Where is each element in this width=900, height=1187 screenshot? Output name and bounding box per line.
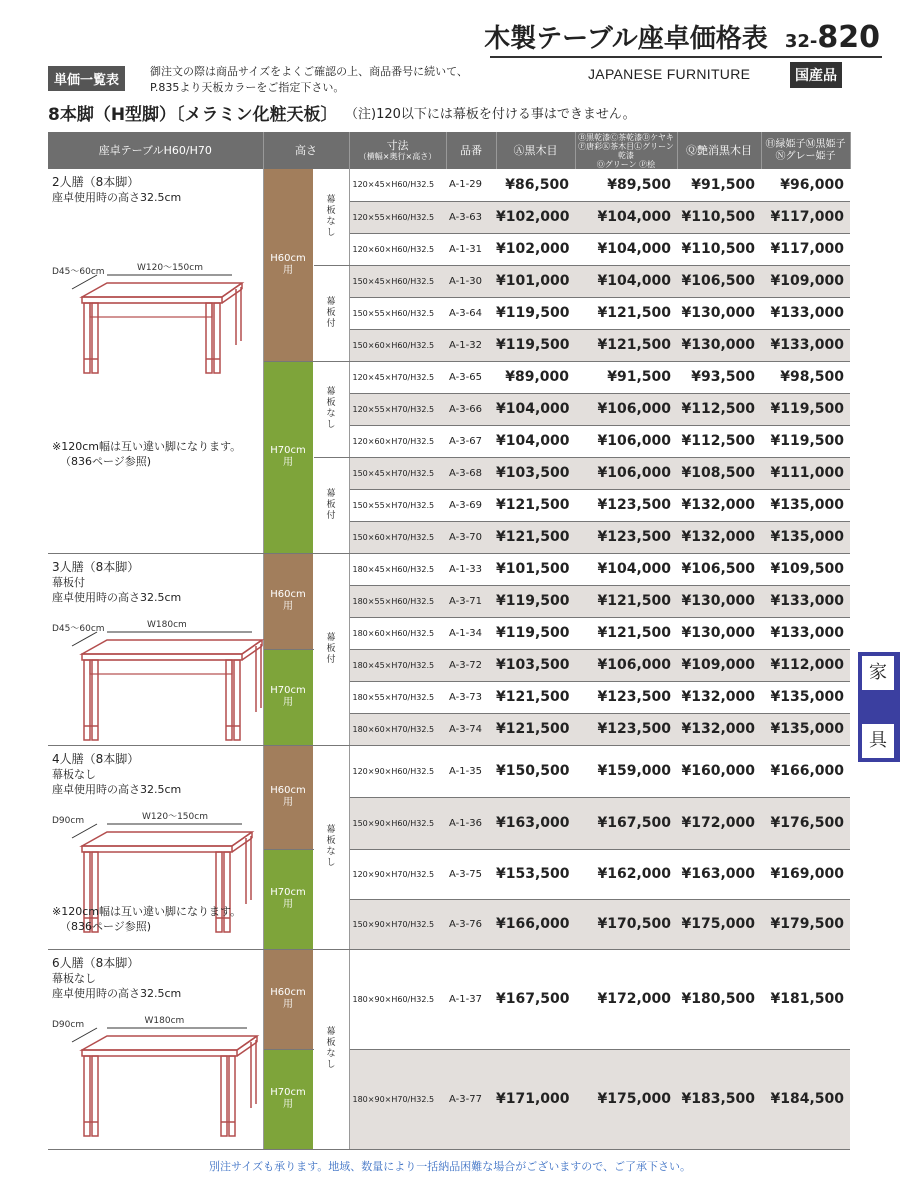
price-h-cell: ¥176,500 — [761, 797, 850, 849]
price-b-cell: ¥159,000 — [575, 745, 677, 797]
product-title: 2人膳（8本脚） — [52, 175, 140, 189]
size-cell: 120×55×H70/H32.5 — [349, 393, 446, 425]
price-a-cell: ¥86,500 — [496, 169, 575, 201]
price-q-cell: ¥112,500 — [677, 425, 761, 457]
col-h-line2: Ⓝグレー姫子 — [775, 150, 836, 162]
size-cell: 150×55×H70/H32.5 — [349, 489, 446, 521]
product-code-cell: A-3-73 — [446, 681, 496, 713]
unit-badge: 単価一覧表 — [48, 66, 125, 91]
table-row — [48, 745, 850, 797]
price-b-cell: ¥172,000 — [575, 949, 677, 1049]
side-tab-label-top: 家 — [862, 656, 894, 690]
size-cell: 120×90×H70/H32.5 — [349, 849, 446, 899]
product-code-cell: A-3-72 — [446, 649, 496, 681]
product-code-cell: A-1-33 — [446, 553, 496, 585]
col-a-header: Ⓐ黒木目 — [496, 132, 575, 169]
price-a-cell: ¥119,500 — [496, 297, 575, 329]
table-row — [48, 169, 850, 201]
table-drawing-part — [92, 660, 98, 740]
col-size-header — [349, 132, 446, 169]
height-label-line2: 用 — [283, 797, 293, 808]
price-b-cell: ¥121,500 — [575, 617, 677, 649]
height-label-line1: H70cm — [270, 1087, 306, 1098]
price-a-cell: ¥163,000 — [496, 797, 575, 849]
product-code-cell: A-3-64 — [446, 297, 496, 329]
apron-label-text: 幕板なし — [326, 825, 336, 868]
domestic-badge: 国産品 — [790, 62, 842, 88]
price-h-cell: ¥133,000 — [761, 617, 850, 649]
col-b-line3: Ⓞグリーン Ⓟ桧 — [596, 159, 656, 169]
table-drawing-part — [237, 1036, 257, 1050]
price-b-cell: ¥89,500 — [575, 169, 677, 201]
height-label-line2: 用 — [283, 264, 293, 276]
price-b-cell: ¥104,000 — [575, 265, 677, 297]
price-b-cell: ¥123,500 — [575, 713, 677, 745]
price-q-cell: ¥91,500 — [677, 169, 761, 201]
table-drawing-part — [84, 1056, 90, 1136]
price-h-cell: ¥112,000 — [761, 649, 850, 681]
price-b-cell: ¥106,000 — [575, 457, 677, 489]
product-spec-line: 幕板付 — [52, 575, 85, 589]
product-code-cell: A-1-34 — [446, 617, 496, 649]
product-note-line1: ※120cm幅は互い違い脚になります。 — [52, 904, 242, 918]
apron-label — [313, 457, 349, 553]
product-code-cell: A-3-63 — [446, 201, 496, 233]
section-title: 8本脚（H型脚）〔メラミン化粧天板〕 — [48, 105, 338, 125]
size-cell: 150×60×H70/H32.5 — [349, 521, 446, 553]
height-label-line2: 用 — [283, 1099, 293, 1110]
brand-label: JAPANESE FURNITURE — [588, 66, 751, 82]
price-q-cell: ¥130,000 — [677, 297, 761, 329]
product-spec-line: 幕板なし — [52, 767, 96, 781]
height-label-h70 — [263, 849, 313, 949]
product-code-cell: A-3-65 — [446, 361, 496, 393]
apron-label-text: 幕板付 — [326, 632, 336, 665]
price-h-cell: ¥117,000 — [761, 201, 850, 233]
table-drawing-part — [90, 660, 232, 674]
title-rule — [490, 56, 882, 58]
price-b-cell: ¥104,000 — [575, 233, 677, 265]
table-drawing-part — [234, 660, 240, 740]
size-cell: 150×55×H60/H32.5 — [349, 297, 446, 329]
price-a-cell: ¥167,500 — [496, 949, 575, 1049]
size-cell: 180×45×H70/H32.5 — [349, 649, 446, 681]
product-code-cell: A-3-77 — [446, 1049, 496, 1149]
table-header-row — [48, 132, 850, 169]
price-q-cell: ¥108,500 — [677, 457, 761, 489]
price-q-cell: ¥160,000 — [677, 745, 761, 797]
table-drawing-part — [82, 832, 252, 846]
table-drawing-part — [232, 838, 252, 852]
col-b-line2: Ⓕ唐彩Ⓚ茶木目Ⓛグリーン乾漆 — [578, 141, 674, 160]
price-q-cell: ¥132,000 — [677, 681, 761, 713]
col-size-sublabel: （横幅×奥行×高さ） — [358, 151, 437, 161]
height-label-h60 — [263, 745, 313, 849]
price-b-cell: ¥121,500 — [575, 585, 677, 617]
product-note-line1: ※120cm幅は互い違い脚になります。 — [52, 440, 242, 453]
price-h-cell: ¥135,000 — [761, 489, 850, 521]
table-drawing-part — [226, 660, 232, 740]
footer-note: 別注サイズも承ります。地域、数量により一括納品困難な場合がございますので、ご了承下さい。 — [208, 1160, 692, 1173]
product-spec-line: 座卓使用時の高さ32.5cm — [52, 590, 182, 604]
price-a-cell: ¥166,000 — [496, 899, 575, 949]
size-cell: 120×60×H70/H32.5 — [349, 425, 446, 457]
price-a-cell: ¥102,000 — [496, 201, 575, 233]
side-category-tab[interactable] — [858, 652, 900, 762]
price-a-cell: ¥121,500 — [496, 521, 575, 553]
size-cell: 180×55×H70/H32.5 — [349, 681, 446, 713]
table-row — [48, 553, 850, 585]
size-cell: 180×60×H70/H32.5 — [349, 713, 446, 745]
price-h-cell: ¥111,000 — [761, 457, 850, 489]
price-q-cell: ¥172,000 — [677, 797, 761, 849]
product-title: 6人膳（8本脚） — [52, 955, 140, 970]
price-h-cell: ¥179,500 — [761, 899, 850, 949]
table-drawing-part — [232, 832, 252, 846]
table-drawing-part — [237, 1042, 257, 1056]
apron-label-text: 幕板付 — [326, 296, 336, 329]
price-q-cell: ¥180,500 — [677, 949, 761, 1049]
price-h-cell: ¥109,000 — [761, 265, 850, 297]
price-b-cell: ¥123,500 — [575, 681, 677, 713]
price-a-cell: ¥103,500 — [496, 457, 575, 489]
price-a-cell: ¥121,500 — [496, 713, 575, 745]
price-b-cell: ¥121,500 — [575, 329, 677, 361]
price-q-cell: ¥175,000 — [677, 899, 761, 949]
product-code-cell: A-1-29 — [446, 169, 496, 201]
size-cell: 180×55×H60/H32.5 — [349, 585, 446, 617]
apron-label-text: 幕板付 — [326, 488, 336, 521]
price-h-cell: ¥184,500 — [761, 1049, 850, 1149]
table-illustration — [52, 263, 252, 379]
size-cell: 150×90×H60/H32.5 — [349, 797, 446, 849]
col-b-line1: Ⓑ黒乾漆Ⓒ茶乾漆Ⓓケヤキ — [578, 132, 674, 142]
product-code-cell: A-3-75 — [446, 849, 496, 899]
apron-label — [313, 745, 349, 949]
price-h-cell: ¥117,000 — [761, 233, 850, 265]
fig-depth-label: D45～60cm — [52, 267, 105, 277]
price-q-cell: ¥183,500 — [677, 1049, 761, 1149]
apron-label-text: 幕板なし — [326, 387, 336, 430]
side-tab-label-bottom: 具 — [862, 724, 894, 758]
height-label-line2: 用 — [283, 697, 293, 708]
size-cell: 150×60×H60/H32.5 — [349, 329, 446, 361]
size-cell: 180×60×H60/H32.5 — [349, 617, 446, 649]
price-a-cell: ¥150,500 — [496, 745, 575, 797]
price-h-cell: ¥119,500 — [761, 393, 850, 425]
size-cell: 180×90×H60/H32.5 — [349, 949, 446, 1049]
price-h-cell: ¥169,000 — [761, 849, 850, 899]
size-cell: 150×45×H70/H32.5 — [349, 457, 446, 489]
price-a-cell: ¥104,000 — [496, 425, 575, 457]
product-spec-line: 幕板なし — [52, 971, 96, 985]
col-h-header — [761, 132, 850, 169]
height-label-line2: 用 — [283, 457, 293, 468]
price-b-cell: ¥91,500 — [575, 361, 677, 393]
price-a-cell: ¥119,500 — [496, 617, 575, 649]
col-code-header: 品番 — [446, 132, 496, 169]
order-note — [150, 64, 468, 96]
price-q-cell: ¥130,000 — [677, 617, 761, 649]
price-h-cell: ¥119,500 — [761, 425, 850, 457]
table-drawing-icon — [62, 269, 252, 379]
page-number — [784, 20, 880, 55]
product-code-cell: A-3-74 — [446, 713, 496, 745]
col-size-label: 寸法 — [386, 138, 409, 152]
apron-label-text: 幕板なし — [326, 1027, 336, 1070]
table-drawing-part — [242, 646, 262, 660]
product-note-line2: （836ページ参照) — [60, 455, 152, 468]
product-description — [48, 745, 263, 949]
table-drawing-icon — [62, 1022, 267, 1142]
fig-width-label: W120～150cm — [137, 263, 203, 273]
product-code-cell: A-3-68 — [446, 457, 496, 489]
price-b-cell: ¥175,000 — [575, 1049, 677, 1149]
fig-depth-label: D45～60cm — [52, 623, 105, 634]
height-label-h60 — [263, 949, 313, 1049]
page-prefix: 32- — [784, 31, 818, 52]
fig-depth-label: D90cm — [52, 1019, 85, 1030]
product-code-cell: A-1-35 — [446, 745, 496, 797]
col-item-header: 座卓テーブルH60/H70 — [48, 132, 263, 169]
fig-width-label: W120～150cm — [142, 811, 208, 822]
price-q-cell: ¥106,500 — [677, 553, 761, 585]
height-label-line2: 用 — [283, 601, 293, 612]
apron-label — [313, 265, 349, 361]
price-h-cell: ¥135,000 — [761, 681, 850, 713]
size-cell: 180×90×H70/H32.5 — [349, 1049, 446, 1149]
table-drawing-part — [82, 1050, 237, 1056]
product-code-cell: A-1-32 — [446, 329, 496, 361]
height-label-line1: H70cm — [270, 685, 306, 696]
height-label-line2: 用 — [283, 999, 293, 1010]
table-drawing-part — [84, 660, 90, 740]
price-a-cell: ¥103,500 — [496, 649, 575, 681]
table-drawing-part — [221, 1056, 227, 1136]
price-a-cell: ¥89,000 — [496, 361, 575, 393]
height-label-line2: 用 — [283, 899, 293, 910]
price-q-cell: ¥93,500 — [677, 361, 761, 393]
product-code-cell: A-3-76 — [446, 899, 496, 949]
size-cell: 120×45×H60/H32.5 — [349, 169, 446, 201]
price-q-cell: ¥112,500 — [677, 393, 761, 425]
price-a-cell: ¥171,000 — [496, 1049, 575, 1149]
price-a-cell: ¥121,500 — [496, 489, 575, 521]
price-h-cell: ¥133,000 — [761, 297, 850, 329]
price-b-cell: ¥167,500 — [575, 797, 677, 849]
product-code-cell: A-3-66 — [446, 393, 496, 425]
table-drawing-icon — [62, 626, 272, 746]
price-a-cell: ¥101,000 — [496, 265, 575, 297]
table-drawing-part — [242, 640, 262, 654]
height-label-line1: H70cm — [270, 887, 306, 898]
table-body — [48, 169, 850, 1149]
table-row — [48, 949, 850, 1049]
price-q-cell: ¥110,500 — [677, 233, 761, 265]
price-a-cell: ¥153,500 — [496, 849, 575, 899]
size-cell: 150×45×H60/H32.5 — [349, 265, 446, 297]
price-b-cell: ¥123,500 — [575, 489, 677, 521]
product-code-cell: A-3-70 — [446, 521, 496, 553]
fig-width-label: W180cm — [144, 1015, 185, 1026]
table-drawing-part — [222, 289, 242, 303]
table-illustration — [52, 619, 272, 746]
price-h-cell: ¥166,000 — [761, 745, 850, 797]
price-a-cell: ¥121,500 — [496, 681, 575, 713]
product-description — [48, 553, 263, 745]
order-note-line2: P.835より天板カラーをご指定下さい。 — [150, 81, 345, 94]
price-h-cell: ¥135,000 — [761, 713, 850, 745]
price-a-cell: ¥119,500 — [496, 329, 575, 361]
table-drawing-part — [92, 1056, 98, 1136]
size-cell: 120×90×H60/H32.5 — [349, 745, 446, 797]
price-a-cell: ¥102,000 — [496, 233, 575, 265]
height-label-line1: H60cm — [270, 987, 306, 998]
height-label-h70 — [263, 1049, 313, 1149]
size-cell: 150×90×H70/H32.5 — [349, 899, 446, 949]
price-q-cell: ¥130,000 — [677, 329, 761, 361]
price-h-cell: ¥133,000 — [761, 329, 850, 361]
price-a-cell: ¥119,500 — [496, 585, 575, 617]
size-cell: 120×55×H60/H32.5 — [349, 201, 446, 233]
price-b-cell: ¥104,000 — [575, 201, 677, 233]
price-q-cell: ¥106,500 — [677, 265, 761, 297]
price-q-cell: ¥130,000 — [677, 585, 761, 617]
product-code-cell: A-1-36 — [446, 797, 496, 849]
table-drawing-part — [84, 303, 90, 373]
price-h-cell: ¥181,500 — [761, 949, 850, 1049]
product-code-cell: A-1-37 — [446, 949, 496, 1049]
product-code-cell: A-3-69 — [446, 489, 496, 521]
height-label-line1: H70cm — [270, 445, 306, 456]
table-drawing-part — [82, 640, 262, 654]
page-title — [484, 18, 880, 55]
price-b-cell: ¥104,000 — [575, 553, 677, 585]
col-q-header: Ⓠ艶消黒木目 — [677, 132, 761, 169]
product-description — [48, 949, 263, 1149]
price-b-cell: ¥106,000 — [575, 393, 677, 425]
product-code-cell: A-3-71 — [446, 585, 496, 617]
size-cell: 120×60×H60/H32.5 — [349, 233, 446, 265]
product-title: 4人膳（8本脚） — [52, 751, 140, 766]
apron-label — [313, 361, 349, 457]
price-h-cell: ¥133,000 — [761, 585, 850, 617]
table-drawing-part — [82, 846, 232, 852]
table-drawing-part — [92, 303, 98, 373]
price-a-cell: ¥101,500 — [496, 553, 575, 585]
price-q-cell: ¥163,000 — [677, 849, 761, 899]
product-code-cell: A-1-30 — [446, 265, 496, 297]
price-q-cell: ¥110,500 — [677, 201, 761, 233]
table-drawing-part — [206, 303, 212, 373]
page-num: 820 — [817, 20, 880, 55]
product-code-cell: A-1-31 — [446, 233, 496, 265]
price-q-cell: ¥132,000 — [677, 713, 761, 745]
price-q-cell: ¥132,000 — [677, 521, 761, 553]
table-drawing-part — [229, 1056, 235, 1136]
height-label-line1: H60cm — [270, 252, 306, 264]
height-label-line1: H60cm — [270, 589, 306, 600]
product-title: 3人膳（8本脚） — [52, 559, 140, 574]
price-b-cell: ¥170,500 — [575, 899, 677, 949]
price-q-cell: ¥132,000 — [677, 489, 761, 521]
section-note: （注)120以下には幕板を付ける事はできません。 — [345, 107, 636, 122]
size-cell: 180×45×H60/H32.5 — [349, 553, 446, 585]
table-illustration — [52, 1015, 267, 1142]
table-drawing-part — [214, 303, 220, 373]
height-label-line1: H60cm — [270, 785, 306, 796]
apron-label — [313, 169, 349, 265]
price-h-cell: ¥109,500 — [761, 553, 850, 585]
price-table — [48, 132, 851, 1150]
apron-label-text: 幕板なし — [326, 194, 336, 238]
height-label-h70 — [263, 361, 313, 553]
price-b-cell: ¥123,500 — [575, 521, 677, 553]
fig-depth-label: D90cm — [52, 815, 85, 826]
height-label-h60 — [263, 169, 313, 361]
table-drawing-part — [82, 654, 242, 660]
order-note-line1: 御注文の際は商品サイズをよくご確認の上、商品番号に続いて、 — [150, 65, 468, 78]
table-drawing-part — [222, 283, 242, 297]
table-drawing-part — [82, 283, 242, 297]
col-height-header: 高さ — [263, 132, 349, 169]
price-b-cell: ¥121,500 — [575, 297, 677, 329]
product-note — [52, 904, 241, 934]
table-drawing-part — [82, 1036, 257, 1050]
product-spec-line: 座卓使用時の高さ32.5cm — [52, 191, 182, 204]
product-spec-line: 座卓使用時の高さ32.5cm — [52, 782, 182, 796]
price-b-cell: ¥162,000 — [575, 849, 677, 899]
product-code-cell: A-3-67 — [446, 425, 496, 457]
apron-label — [313, 553, 349, 745]
apron-label — [313, 949, 349, 1149]
product-spec-line: 座卓使用時の高さ32.5cm — [52, 986, 182, 1000]
price-h-cell: ¥135,000 — [761, 521, 850, 553]
price-q-cell: ¥109,000 — [677, 649, 761, 681]
fig-width-label: W180cm — [147, 619, 187, 630]
table-drawing-part — [90, 303, 212, 317]
price-h-cell: ¥96,000 — [761, 169, 850, 201]
price-b-cell: ¥106,000 — [575, 425, 677, 457]
product-description — [48, 169, 263, 553]
product-note-line2: （836ページ参照) — [60, 919, 152, 933]
price-h-cell: ¥98,500 — [761, 361, 850, 393]
product-note — [52, 439, 241, 469]
size-cell: 120×45×H70/H32.5 — [349, 361, 446, 393]
title-text: 木製テーブル座卓価格表 — [484, 24, 768, 54]
price-a-cell: ¥104,000 — [496, 393, 575, 425]
col-b-header — [575, 132, 677, 169]
table-drawing-part — [82, 297, 222, 303]
price-b-cell: ¥106,000 — [575, 649, 677, 681]
col-h-line1: Ⓗ緑姫子Ⓜ黒姫子 — [765, 138, 846, 150]
